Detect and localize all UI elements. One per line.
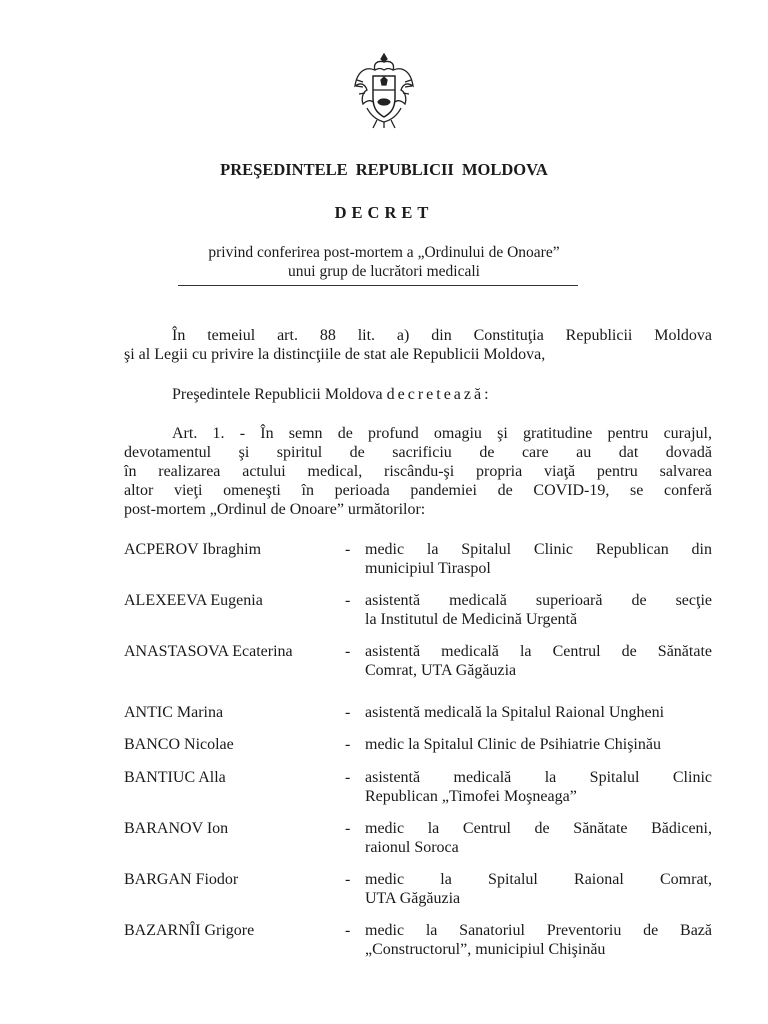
description-line: medic la Spitalul Clinic Republican din	[365, 541, 712, 558]
dash-separator: -	[345, 704, 351, 721]
recipient-name: BAZARNÎI Grigore	[124, 922, 255, 939]
recipient-description	[365, 540, 712, 578]
preamble-paragraph	[124, 326, 712, 364]
dash-separator: -	[345, 736, 351, 753]
subtitle-line: unui grup de lucrători medicali	[288, 263, 480, 280]
recipient-name: ALEXEEVA Eugenia	[124, 592, 263, 609]
article-line: post-mortem „Ordinul de Onoare” următorilor:	[124, 501, 426, 518]
description-line: asistentă medicală la Spitalul Raional Ungheni	[365, 704, 665, 721]
recipient-description	[365, 703, 712, 722]
description-line: medic la Spitalul Raional Comrat,	[365, 871, 712, 888]
description-line: Comrat, UTA Găgăuzia	[365, 662, 517, 679]
dash-separator: -	[345, 541, 351, 558]
recipient-description	[365, 921, 712, 959]
subtitle-line: privind conferirea post-mortem a „Ordinului de Onoare”	[208, 244, 560, 261]
decree-prefix: Preşedintele Republicii Moldova	[172, 386, 383, 403]
recipient-name: BARGAN Fiodor	[124, 871, 239, 888]
recipient-name: ANASTASOVA Ecaterina	[124, 643, 293, 660]
recipient-description	[365, 642, 712, 680]
issuer-title: PREŞEDINTELE REPUBLICII MOLDOVA	[220, 160, 548, 179]
description-line: asistentă medicală superioară de secţie	[365, 592, 712, 609]
article-line: devotamentul şi spiritul de sacrificiu de care au dat dovadă	[124, 444, 712, 461]
article-1	[124, 424, 712, 519]
article-line: în realizarea actului medical, riscându-şi propria viaţă pentru salvarea	[124, 463, 712, 480]
description-line: asistentă medicală la Centrul de Sănătate	[365, 643, 712, 660]
description-line: medic la Sanatoriul Preventoriu de Bază	[365, 922, 712, 939]
recipient-description	[365, 768, 712, 806]
description-line: medic la Centrul de Sănătate Bădiceni,	[365, 820, 712, 837]
recipient-description	[365, 819, 712, 857]
article-line: Art. 1. - În semn de profund omagiu şi gratitudine pentru curajul,	[172, 425, 712, 442]
recipient-description	[365, 870, 712, 908]
dash-separator: -	[345, 922, 351, 939]
description-line: asistentă medicală la Spitalul Clinic	[365, 769, 712, 786]
dash-separator: -	[345, 820, 351, 837]
description-line: municipiul Tiraspol	[365, 560, 491, 577]
dash-separator: -	[345, 592, 351, 609]
recipient-name: BANCO Nicolae	[124, 736, 234, 753]
recipient-name: BARANOV Ion	[124, 820, 229, 837]
description-line: Republican „Timofei Moşneaga”	[365, 788, 577, 805]
description-line: la Institutul de Medicină Urgentă	[365, 611, 578, 628]
article-line: altor vieţi omeneşti în perioada pandemiei de COVID-19, se conferă	[124, 482, 712, 499]
description-line: UTA Găgăuzia	[365, 890, 461, 907]
recipient-description	[365, 591, 712, 629]
recipient-name: ACPEROV Ibraghim	[124, 541, 262, 558]
decree-statement	[124, 385, 712, 404]
dash-separator: -	[345, 769, 351, 786]
recipient-name: ANTIC Marina	[124, 704, 224, 721]
document-type: DECRET	[334, 203, 434, 222]
description-line: „Constructorul”, municipiul Chişinău	[365, 941, 606, 958]
decree-verb: decretează:	[386, 386, 492, 403]
dash-separator: -	[345, 871, 351, 888]
preamble-line: În temeiul art. 88 lit. a) din Constituţia Republicii Moldova	[172, 327, 712, 344]
recipient-description	[365, 735, 712, 754]
description-line: medic la Spitalul Clinic de Psihiatrie Chişinău	[365, 736, 661, 753]
moldova-coat-of-arms-icon	[351, 50, 417, 130]
preamble-line: şi al Legii cu privire la distincţiile de stat ale Republicii Moldova,	[124, 346, 546, 363]
subtitle-underline	[178, 285, 578, 286]
description-line: raionul Soroca	[365, 839, 459, 856]
recipient-name: BANTIUC Alla	[124, 769, 226, 786]
dash-separator: -	[345, 643, 351, 660]
decree-subtitle	[178, 243, 590, 281]
